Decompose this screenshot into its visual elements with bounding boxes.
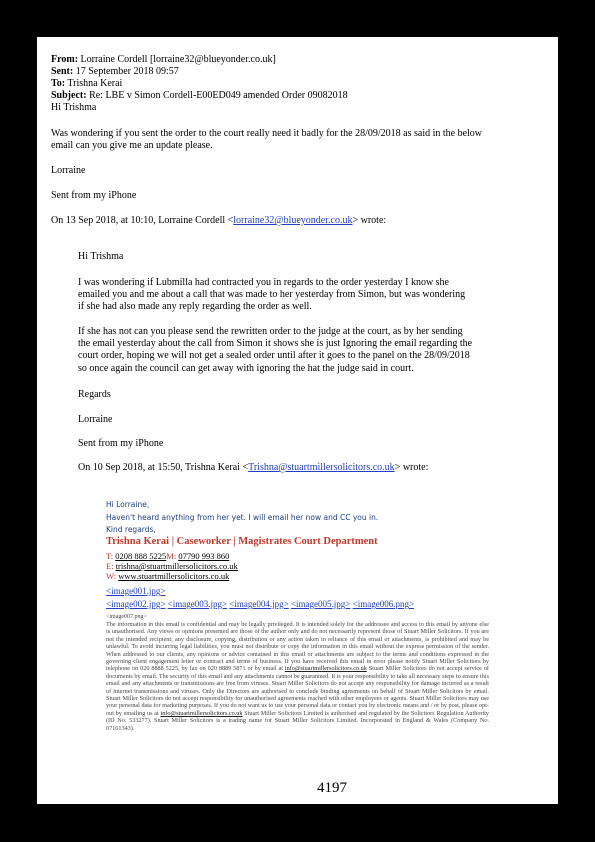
image-attachment-1[interactable]: <image001.jpg> (106, 586, 166, 596)
image-attachment-5[interactable]: <image005.jpg> (290, 599, 351, 609)
email2-greeting: Hi Trishma (78, 251, 124, 262)
signature-web-link[interactable]: www.stuartmillersolicitors.co.uk (118, 571, 230, 581)
email2-p1-line-3: if she had also made any reply regarding the order as well. (78, 301, 312, 312)
email1-quote-line (51, 215, 386, 227)
image-attachment-2[interactable]: <image002.jpg> (106, 599, 166, 609)
email-label: E: (106, 561, 114, 571)
disclaimer-text-3: Stuart Miller Solicitors Limited is authorised and regulated by the Solicitors Regulation Authority (ID No. 533277). Stuart Miller Solicitors is a trading name for Stuart Miller Solicitors Limited. Incorporated in England & Wales (Company No. 07161343). (106, 709, 490, 732)
quote-prefix: On 13 Sep 2018, at 10:10, Lorraine Cordell < (51, 215, 234, 226)
email1-body-line-1: Was wondering if you sent the order to the court really need it badly for the 28/09/2018 as said in the below (51, 128, 483, 139)
disclaimer-email-link-2[interactable]: info@stuartmillersolicitors.co.uk (160, 709, 243, 717)
email1-sent-from: Sent from my iPhone (51, 190, 137, 201)
email1-body-line-2: email can you give me an update please. (51, 140, 213, 151)
disclaimer-text-2: Stuart Miller Solicitors do not accept service of documents by email. The security of this email and any attachments cannot be guaranteed. It is your responsibility to take all necessary steps to ensure this email and any attachments or transmissions are free from viruses. Stuart Miller Solicitors do not accept any responsibility for damage incurred as a result of internet transmissions and viruses. Only the Directors are authorised to conclude binding agreements on behalf of Stuart Miller Solicitors by email. Stuart Miller Solicitors do not accept responsibility for unauthorised agreements reached with other employees or agents. Stuart Miller Solicitors may use your personal data for marketing purposes. If you do not want us to use your personal data or contact you by electronic means and / or by post, please opt-out by emailing us at (106, 665, 489, 717)
signature-web-row (106, 571, 229, 581)
quote-suffix: > wrote: (394, 462, 429, 473)
image-attachment-7: <image007.png> (106, 614, 147, 620)
email2-p2-line-3: court order, hoping we will not get a sealed order until after it goes to the panel on the 28/09/2018 (78, 350, 470, 361)
quote-email-link[interactable]: Trishna@stuartmillersolicitors.co.uk (248, 462, 395, 473)
subject-row (51, 90, 348, 102)
signature-phone-row (106, 551, 229, 561)
signature-title: Trishna Kerai | Caseworker | Magistrates Court Department (106, 536, 378, 547)
sent-row (51, 66, 179, 78)
quote-prefix: On 10 Sep 2018, at 15:50, Trishna Kerai < (78, 462, 249, 473)
email3-line-3: Kind regards, (106, 525, 156, 534)
document-page (37, 37, 558, 804)
web-label: W: (106, 571, 117, 581)
to-row (51, 78, 122, 90)
email2-sent-from: Sent from my iPhone (78, 438, 164, 449)
sent-value: 17 September 2018 09:57 (75, 66, 179, 77)
image-attachment-3[interactable]: <image003.jpg> (167, 599, 228, 609)
legal-disclaimer (106, 621, 489, 732)
mob-label: M: (166, 551, 177, 561)
email2-p2-line-1: If she has not can you please send the rewritten order to the judge at the court, as by her sending (78, 326, 463, 337)
email2-signature: Lorraine (78, 414, 113, 425)
to-label: To: (51, 78, 66, 89)
quote-suffix: > wrote: (352, 215, 387, 226)
from-value: Lorraine Cordell [lorraine32@blueyonder.co.uk] (80, 54, 276, 65)
email2-p1-line-2: emailed you and me about a call that was made to her yesterday from Simon, but was wondering (78, 289, 466, 300)
image-attachments-row (106, 599, 414, 610)
from-row (51, 54, 276, 66)
tel-label: T: (106, 551, 114, 561)
email3-line-2: Haven't heard anything from her yet. I will email her now and CC you in. (106, 513, 379, 522)
signature-email-link[interactable]: trishna@stuartmillersolicitors.co.uk (115, 561, 238, 571)
email2-p1-line-1: I was wondering if Lubmilla had contracted you in regards to the order yesterday I know she (78, 277, 449, 288)
page-number: 4197 (317, 780, 347, 796)
image-attachment-4[interactable]: <image004.jpg> (229, 599, 289, 609)
from-label: From: (51, 54, 79, 65)
quote-email-link[interactable]: lorraine32@blueyonder.co.uk (233, 215, 353, 226)
to-value: Trishna Kerai (67, 78, 123, 89)
signature-email-row (106, 561, 238, 571)
disclaimer-text-1: The information in this email is confidential and may be legally privileged. It is intended solely for the addressee and access to this email by anyone else is unauthorised. Any views or opinions presented are those of the author only and do not necessarily represent those of Stuart Miller Solicitors. If you are not the intended recipient; any disclosure, copying, distribution or any action taken in reliance of this email or attachments, is prohibited and may be unlawful. To avoid incurring legal liabilities, you must not distribute or copy the information in this email without the express permission of the sender. When addressed to our clients, any opinions or advice contained in this email or attachments are subject to the terms and conditions expressed in the governing client engagement letter or contract and terms of business. If you have received this email in error please notify Stuart Miller Solicitors by telephone on 020 8888 5225, by fax on 020 8889 5871 or by email at (106, 621, 489, 673)
sent-label: Sent: (51, 66, 74, 77)
email2-regards: Regards (78, 389, 111, 400)
email3-line-1: Hi Lorraine, (106, 500, 150, 509)
email2-quote-line (78, 462, 428, 474)
mob-value[interactable]: 07790 993 860 (178, 551, 230, 561)
image-attachment-6[interactable]: <image006.png> (352, 599, 415, 609)
email2-p2-line-2: the email yesterday about the call from Simon it shows she is just Ignoring the email regarding the (78, 338, 473, 349)
subject-label: Subject: (51, 90, 87, 101)
email1-signature: Lorraine (51, 165, 86, 176)
email1-greeting: Hi Trishma (51, 102, 97, 113)
subject-value: Re: LBE v Simon Cordell-E00ED049 amended Order 09082018 (89, 90, 348, 101)
email2-p2-line-4: so once again the council can get away with ignoring the hat the judge said in court. (78, 363, 414, 374)
tel-value[interactable]: 0208 888 5225 (115, 551, 167, 561)
disclaimer-email-link[interactable]: info@stuartmillersolicitors.co.uk (284, 665, 367, 673)
